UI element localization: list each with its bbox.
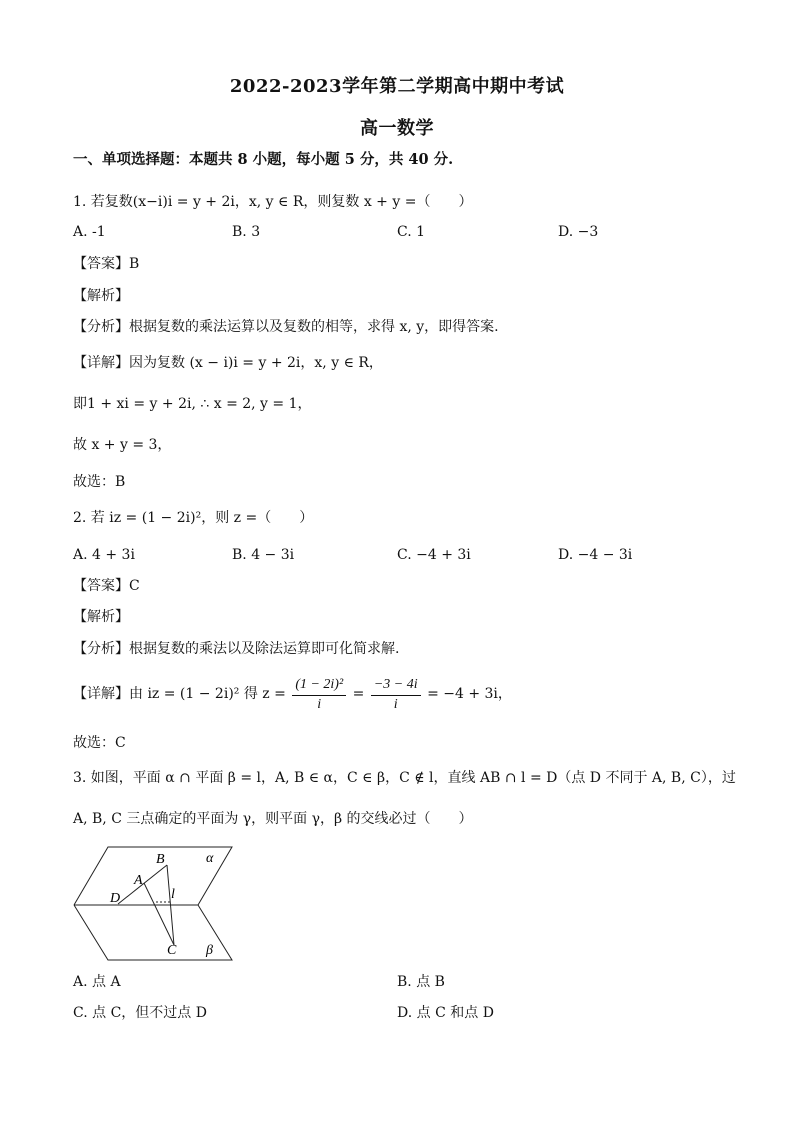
q3-stem-2: A, B, C 三点确定的平面为 γ，则平面 γ，β 的交线必过（ ） bbox=[73, 811, 473, 827]
label-B: B bbox=[156, 852, 165, 867]
q2-option-a[interactable]: A. 4 + 3i bbox=[73, 547, 135, 563]
q1-option-d[interactable]: D. −3 bbox=[558, 224, 599, 240]
q2-jiexi: 【解析】 bbox=[73, 609, 129, 625]
label-C: C bbox=[167, 943, 177, 958]
q1-option-a[interactable]: A. -1 bbox=[73, 224, 106, 240]
q2-fraction-2-numerator: −3 − 4i bbox=[371, 675, 421, 696]
q1-stem: 1. 若复数(x−i)i = y + 2i，x, y ∈ R，则复数 x + y =（ ） bbox=[73, 194, 473, 210]
label-beta: β bbox=[206, 943, 213, 958]
q2-analysis: 【分析】根据复数的乘法以及除法运算即可化简求解. bbox=[73, 641, 400, 657]
q1-option-c[interactable]: C. 1 bbox=[397, 224, 426, 240]
q3-option-a[interactable]: A. 点 A bbox=[73, 974, 121, 990]
q1-detail-2: 即1 + xi = y + 2i, ∴ x = 2, y = 1， bbox=[73, 396, 312, 412]
q1-detail-3: 故 x + y = 3， bbox=[73, 437, 172, 453]
q2-option-d[interactable]: D. −4 − 3i bbox=[558, 547, 633, 563]
q2-detail-suffix: = −4 + 3i， bbox=[427, 686, 512, 702]
q2-fraction-2-denominator: i bbox=[393, 696, 398, 712]
label-A: A bbox=[134, 873, 143, 888]
q1-option-b[interactable]: B. 3 bbox=[232, 224, 261, 240]
q2-stem: 2. 若 iz = (1 − 2i)²，则 z =（ ） bbox=[73, 510, 314, 526]
q1-analysis: 【分析】根据复数的乘法运算以及复数的相等，求得 x, y，即得答案. bbox=[73, 319, 499, 335]
label-D: D bbox=[110, 891, 121, 906]
exam-title: 2022-2023学年第二学期高中期中考试 bbox=[229, 76, 565, 97]
q2-answer: 【答案】C bbox=[73, 578, 140, 594]
q2-option-c[interactable]: C. −4 + 3i bbox=[397, 547, 471, 563]
q1-choose: 故选：B bbox=[73, 474, 126, 490]
q1-jiexi: 【解析】 bbox=[73, 288, 129, 304]
q2-option-b[interactable]: B. 4 − 3i bbox=[232, 547, 295, 563]
q3-option-c[interactable]: C. 点 C，但不过点 D bbox=[73, 1005, 207, 1021]
q1-detail-1: 【详解】因为复数 (x − i)i = y + 2i，x, y ∈ R， bbox=[73, 355, 383, 371]
q3-option-d[interactable]: D. 点 C 和点 D bbox=[397, 1005, 494, 1021]
q3-plane-figure bbox=[70, 842, 240, 964]
q2-detail-prefix: 【详解】由 iz = (1 − 2i)² 得 z = bbox=[73, 686, 286, 702]
q2-choose: 故选：C bbox=[73, 735, 126, 751]
q3-stem-1: 3. 如图，平面 α ∩ 平面 β = l，A, B ∈ α，C ∈ β，C ∉ l，直线 AB ∩ l = D（点 D 不同于 A, B, C），过 bbox=[73, 770, 736, 786]
label-alpha: α bbox=[206, 851, 214, 866]
q2-fraction-2 bbox=[371, 675, 421, 714]
q2-fraction-1 bbox=[292, 675, 346, 714]
label-l: l bbox=[171, 887, 175, 902]
exam-subtitle: 高一数学 bbox=[360, 118, 434, 139]
q2-fraction-1-numerator: (1 − 2i)² bbox=[292, 675, 346, 696]
section-heading: 一、单项选择题：本题共 8 小题，每小题 5 分，共 40 分. bbox=[73, 151, 454, 168]
q3-option-b[interactable]: B. 点 B bbox=[397, 974, 445, 990]
q2-fraction-1-denominator: i bbox=[317, 696, 322, 712]
q2-equals: = bbox=[352, 686, 365, 702]
q2-detail bbox=[73, 672, 512, 716]
q1-answer: 【答案】B bbox=[73, 256, 140, 272]
